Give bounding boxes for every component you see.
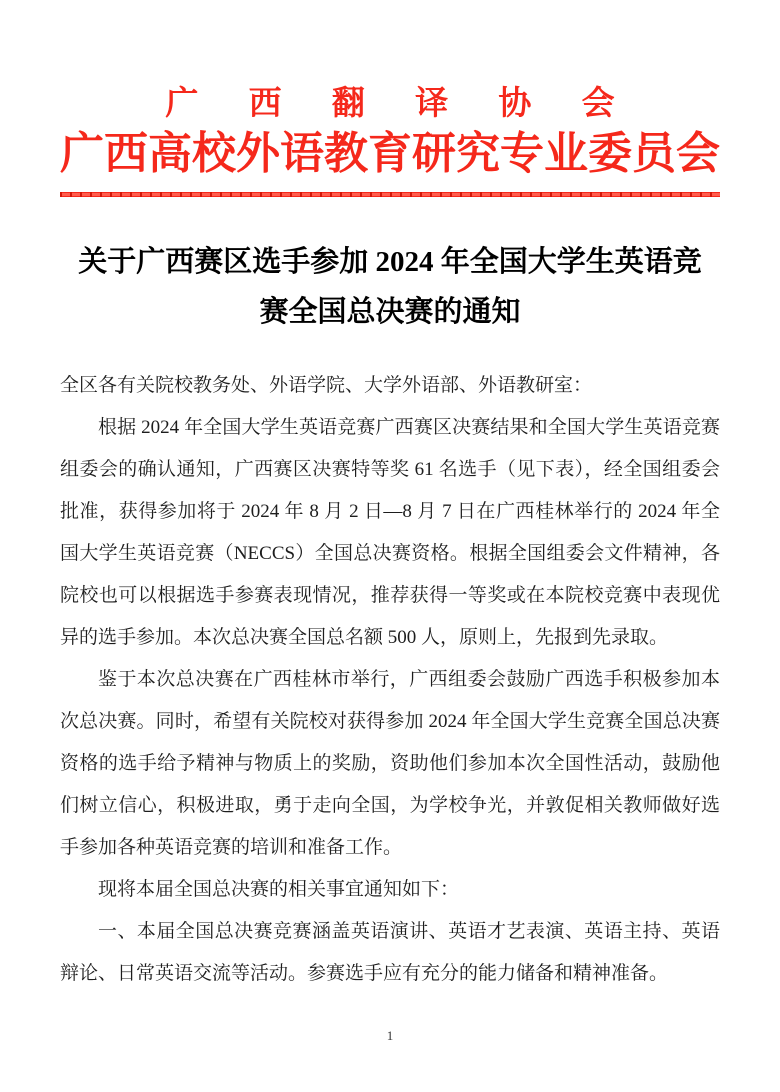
document-title-line-2: 赛全国总决赛的通知 [259,296,521,328]
paragraph-item-one: 一、本届全国总决赛竞赛涵盖英语演讲、英语才艺表演、英语主持、英语辩论、日常英语交流等活动。参赛选手应有充分的能力储备和精神准备。 [60,921,720,984]
page-number: 1 [386,1028,394,1043]
document-title [60,237,720,337]
header-org-name-small: 广 西 翻 译 协 会 [165,86,636,122]
salutation-paragraph: 全区各有关院校教务处、外语学院、大学外语部、外语教研室： [60,375,593,396]
red-divider-line [60,192,720,197]
document-title-line-1: 关于广西赛区选手参加 2024 年全国大学生英语竞 [78,246,702,278]
page-content [60,86,720,995]
paragraph-encouragement: 鉴于本次总决赛在广西桂林市举行，广西组委会鼓励广西选手积极参加本次总决赛。同时，希望有关院校对获得参加 2024 年全国大学生竞赛全国总决赛资格的选手给予精神与物质上的奖励，资助他们参加本次全国性活动，鼓励他们树立信心，积极进取，勇于走向全国，为学校争光，并敦促相关教师做好选手参加各种英语竞赛的培训和准备工作。 [60,669,720,858]
document-body [60,365,720,995]
paragraph-notice-intro: 现将本届全国总决赛的相关事宜通知如下： [98,879,460,900]
paragraph-qualification: 根据 2024 年全国大学生英语竞赛广西赛区决赛结果和全国大学生英语竞赛组委会的确认通知，广西赛区决赛特等奖 61 名选手（见下表），经全国组委会批准，获得参加将于 2024 年 8 月 2 日—8 月 7 日在广西桂林举行的 2024 年全国大学生英语竞赛（NECCS）全国总决赛资格。根据全国组委会文件精神，各院校也可以根据选手参赛表现情况，推荐获得一等奖或在本院校竞赛中表现优异的选手参加。本次总决赛全国总名额 500 人，原则上，先报到先录取。 [60,417,720,648]
header-org-name-large: 广西高校外语教育研究专业委员会 [60,129,720,178]
